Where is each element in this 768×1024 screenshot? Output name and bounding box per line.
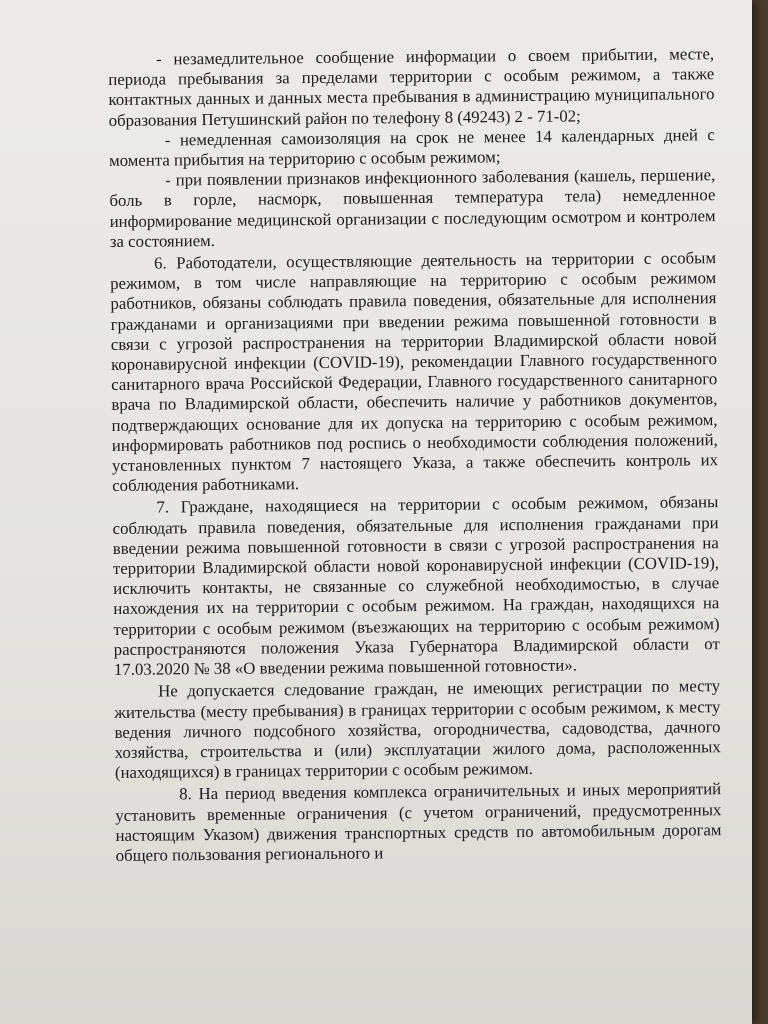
bullet-symptoms: - при появлении признаков инфекционного заболевания (кашель, першение, боль в горле, насморк, повышенная температура тела) немедленное информирование медицинской организации с последующим осмотром и контролем за состоянием.: [109, 165, 716, 251]
paragraph-6: 6. Работодатели, осуществляющие деятельность на территории с особым режимом, в том числе направляющие на территорию с особым режимом работников, обязаны соблюдать правила поведения, обязательные для исполнения гражданами и организациями при введении режима повышенной готовности в связи с угрозой распространения на территории Владимирской области новой коронавирусной инфекции (COVID-19), рекомендации Главного государственного санитарного врача Российской Федерации, Главного государственного санитарного врача по Владимирской области, обеспечить наличие у работников документов, подтверждающих основание для их допуска на территорию с особым режимом, информировать работников под роспись о необходимости соблюдения положений, установленных пунктом 7 настоящего Указа, а также обеспечить контроль их соблюдения работниками.: [110, 248, 719, 496]
document-body: [108, 44, 722, 866]
paragraph-no-access: Не допускается следование граждан, не имеющих регистрации по месту жительства (месту пребывания) в границах территории с особым режимом, к месту ведения личного подсобного хозяйства, огородничества, садоводства, дачного хозяйства, строительства и (или) эксплуатации жилого дома, расположенных (находящихся) в границах территории с особым режимом.: [114, 676, 721, 783]
paragraph-8: 8. На период введения комплекса ограничительных и иных мероприятий установить временные ограничения (с учетом ограничений, предусмотренных настоящим Указом) движения транспортных средств по автомобильным дорогам общего пользования регионального и: [115, 779, 722, 865]
bullet-self-isolation: - немедленная самоизоляция на срок не менее 14 календарных дней с момента прибытия на территорию с особым режимом;: [108, 124, 715, 171]
paragraph-7: 7. Граждане, находящиеся на территории с особым режимом, обязаны соблюдать правила поведения, обязательные для исполнения гражданами при введении режима повышенной готовности в связи с угрозой распространения на территории Владимирской области новой коронавирусной инфекции (COVID-19), исключить контакты, не связанные со служебной необходимостью, в случае нахождения их на территории с особым режимом. На граждан, находящихся на территории с особым режимом (въезжающих на территорию с особым режимом) распространяются положения Указа Губернатора Владимирской области от 17.03.2020 № 38 «О введении режима повышенной готовности».: [112, 492, 720, 680]
bullet-notify: - незамедлительное сообщение информации о своем прибытии, месте, периода пребывания за пределами территории с особым режимом, а также контактных данных и данных места пребывания в администрацию муниципального образования Петушинский район по телефону 8 (49243) 2 - 71-02;: [108, 44, 715, 130]
